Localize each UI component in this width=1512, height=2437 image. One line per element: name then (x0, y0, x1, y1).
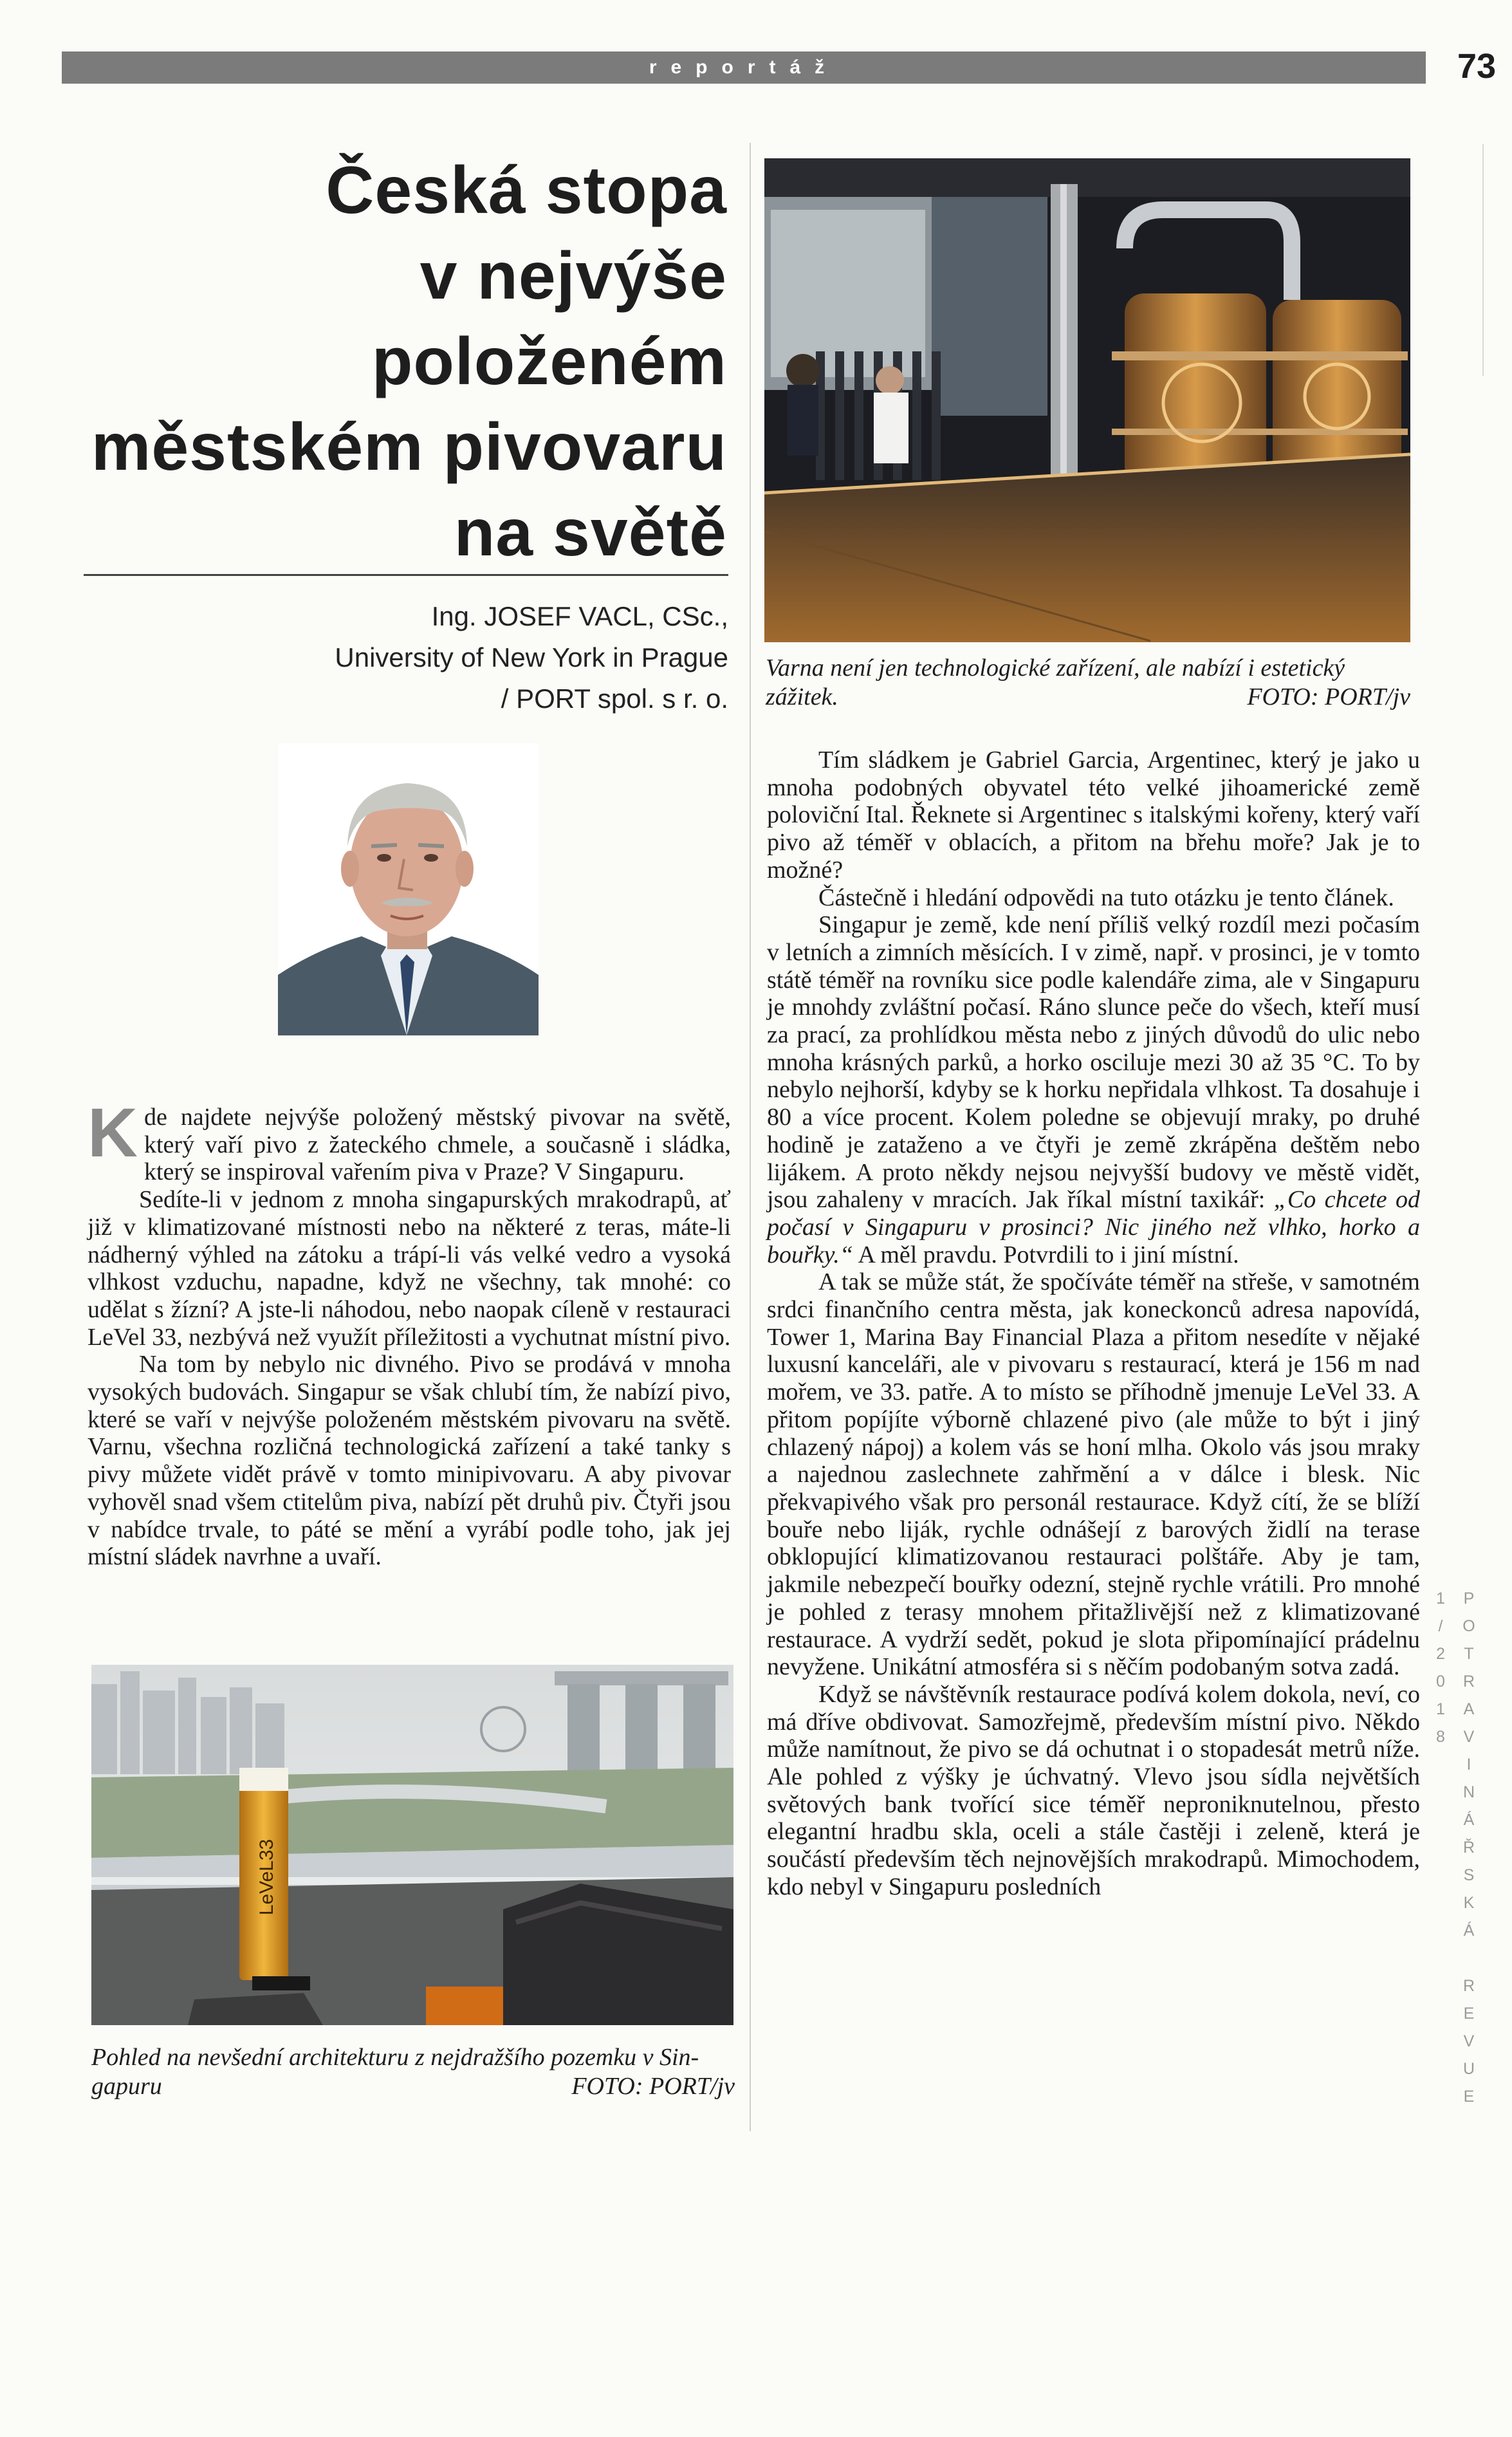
title-line: položeném (371, 324, 727, 399)
caption-line: gapuru (91, 2073, 162, 2100)
caption-line: zážitek. (766, 683, 838, 710)
brewery-photo (764, 158, 1410, 642)
author-portrait (278, 743, 539, 1035)
margin-line (1482, 144, 1484, 376)
author-name: Ing. JOSEF VACL, CSc., (431, 601, 728, 631)
brewery-caption (766, 654, 1410, 712)
paragraph: A tak se může stát, že spočíváte téměř na střeše, v samotném srdci finančního centra města, jak koneckonců adresa napovídá, Tower 1, Marina Bay Financial Plaza a přitom nesedíte v nějaké luxusní kanceláři, ale v pivovaru s restaurací, která je 156 m nad mořem, ve 33. patře. A to místo se příhodně jmenuje LeVel 33. A přitom popíjíte výborně chlazené pivo (ale může to být i jiný chlazený nápoj) a kolem vás se honí mlha. Okolo vás jsou mraky a najednou zaslechnete zahřmění a v dálce i blesk. Nic překvapivého však pro personál restaurace. Když cítí, že se blíží bouře nebo liják, rychle odnášejí z barových židlí na terase obklopující klimatizovanou restauraci polštáře. Aby je tam, jakmile nebezpečí bouřky odezní, stejně rychle vrátili. Pro mnohé je pohled z terasy mnohem přitažlivější než z klimatizované restaurace. A vydrží sedět, pokud je slota připomínající prádelnu nevyžene. Unikátní atmosféra si s něčím podobaným sotva zadá. (767, 1268, 1420, 1681)
paragraph: Tím sládkem je Gabriel Garcia, Argentinec, který je jako u mnoha podobných obyvatel této velké jihoamerické země poloviční Ital. Řeknete si Argentinec s italskými kořeny, který vaří pivo až téměř v oblacích, a přitom na břehu moře? Jak je to možné? (767, 746, 1420, 884)
paragraph: Částečně i hledání odpovědi na tuto otázku je tento článek. (818, 884, 1394, 911)
photo-credit: FOTO: PORT/jv (571, 2073, 735, 2100)
title-line: městském pivovaru (91, 410, 727, 485)
article-title (77, 148, 727, 576)
title-line: na světě (454, 496, 727, 570)
title-line: v nejvýše (419, 239, 727, 313)
paragraph: Na tom by nebylo nic divného. Pivo se prodává v mnoha vysokých budovách. Singapur se však chlubí tím, že nabízí pivo, které se vaří v nejvýše položeném městském pivovaru na světě. Varnu, všechna rozličná technologická zařízení a také tanky s pivy můžete vidět právě v tomto minipivovaru. A aby pivovar vyhověl snad všem ctitelům piva, nabízí pět druhů piv. Čtyři jsou v nabídce trvale, to páté se mění a vyrábí podle toho, jak jej místní sládek navrhne a uvaří. (88, 1351, 731, 1571)
paragraph: Když se návštěvník restaurace podívá kolem dokola, neví, co má dříve obdivovat. Samozřejmě, především místní pivo. Někdo může namítnout, že pivo se dá ochutnat i o stopadesát metrů níže. Ale pohled z výšky je úchvatný. Vlevo jsou sídla největších světových bank tvořící sice téměř neproniknutelnou, přesto elegantní hradbu skla, oceli a stále častěji i zeleně, která je součástí především těch nejnovějších mrakodrapů. Mimochodem, kdo nebyl v Singapuru posledních (767, 1680, 1420, 1900)
author-affiliation: University of New York in Prague (335, 642, 728, 672)
section-label: reportáž (649, 57, 839, 78)
column-divider (750, 143, 751, 2131)
paragraph: Sedíte-li v jednom z mnoha singapurských mrakodrapů, ať již v klimatizované místnosti nebo na některé z teras, máte-li nádherný výhled na zátoku a trápí-li vás velké vedro a vysoká vlhkost vzduchu, napadne, když ne všechny, tak mnohé: co udělat s žízní? A jste-li náhodou, nebo naopak cíleně v restauraci LeVel 33, nezbývá než využít příležitosti a vychutnat místní pivo. (88, 1186, 731, 1351)
lead-paragraph: de najdete nejvýše položený městský pivovar na světě, který vaří pivo z žateckého chmele, a současně i sládka, který se inspiroval vařením piva v Praze? V Singapuru. (144, 1104, 731, 1186)
title-line: Česká stopa (326, 153, 727, 228)
glass-brand-text: LeVeL33 (256, 1839, 277, 1916)
title-rule (84, 574, 728, 576)
taxi-quote: „Co chcete od počasí v Singapuru v prosinci? Nic jiného než vlhko, horko a bouřky.“ (767, 1186, 1420, 1268)
page-number: 73 (1457, 47, 1497, 86)
article-body-left (88, 1093, 731, 1571)
paragraph (767, 911, 1420, 1268)
author-company: / PORT spol. s r. o. (501, 683, 728, 714)
view-caption (91, 2043, 735, 2101)
byline (193, 596, 728, 719)
article-body-right (767, 746, 1420, 1901)
photo-credit: FOTO: PORT/jv (1247, 683, 1410, 710)
paragraph-text: A měl pravdu. Potvrdili to i jiní místní. (858, 1241, 1239, 1268)
magazine-label: POTRAVINÁŘSKÁ REVUE 1/2018 (1432, 1589, 1478, 2115)
caption-line: Pohled na nevšední architekturu z nejdražšího pozemku v Sin- (91, 2044, 699, 2071)
portrait-illustration (278, 743, 539, 1035)
brewery-illustration (764, 158, 1410, 642)
caption-line: Varna není jen technologické zařízení, ale nabízí i estetický (766, 654, 1345, 681)
paragraph-text: Singapur je země, kde není příliš velký rozdíl mezi počasím v letních a zimních měsících. I v zimě, např. v prosinci, je v tomto státě téměř na rovníku sice podle kalendáře zima, ale v Singapuru je mnohdy zvláštní počasí. Ráno slunce peče do všech, kteří musí za prací, za prohlídkou města nebo z jiných důvodů do ulic nebo mnoha krásných parků, a horko osciluje mezi 30 až 35 °C. To by nebylo nejhorší, kdyby se k horku nepřidala vlhkost. Ta dosahuje i 80 a více procent. Kolem poledne se objevují mraky, po druhé hodině je zataženo a ve čtyři je země zkrápěna deštěm nebo lijákem. A proto někdy nejsou nejvyšší budovy ve městě vidět, jsou zahaleny v mracích. Jak říkal místní taxikář: (767, 911, 1420, 1214)
view-illustration (91, 1665, 733, 2025)
drop-cap: K (88, 1093, 138, 1171)
